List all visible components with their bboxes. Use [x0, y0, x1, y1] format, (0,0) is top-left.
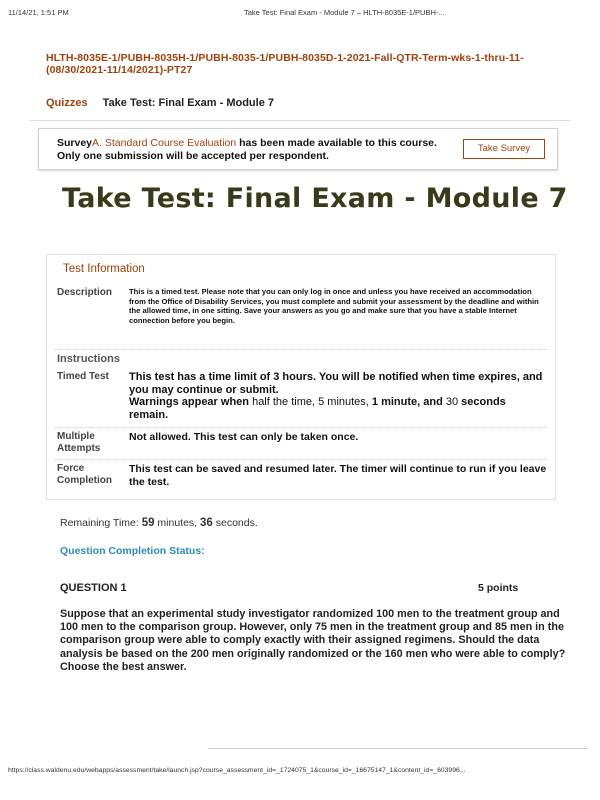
question-label: QUESTION 1	[60, 582, 127, 594]
remaining-seconds: 36	[200, 517, 213, 529]
timed-test-text	[129, 371, 547, 421]
row-divider	[55, 459, 547, 460]
survey-link[interactable]: A. Standard Course Evaluation	[92, 137, 237, 149]
remaining-time	[60, 517, 258, 529]
question-points: 5 points	[478, 582, 519, 594]
timed-warn-e: seconds remain.	[129, 396, 506, 421]
question-text: Suppose that an experimental study investigator randomized 100 men to the treatment group and 100 men to the comparison group. However, only 75 men in the treatment group and 85 men in the comparison group were able to comply exactly with their assigned regimens. Should the data analysis be based on the 200 men originally randomized or the 160 men who were able to comply? Choose the best answer.	[60, 608, 566, 673]
question-completion-status-toggle[interactable]: Question Completion Status:	[60, 545, 205, 557]
multiple-attempts-row	[57, 431, 547, 459]
force-completion-text: This test can be saved and resumed later. The timer will continue to run if you leave the test.	[129, 463, 547, 488]
divider	[208, 748, 588, 749]
multiple-attempts-label: Multiple Attempts	[57, 431, 101, 454]
multiple-attempts-text: Not allowed. This test can only be taken once.	[129, 431, 359, 443]
force-completion-label: Force Completion	[57, 463, 112, 486]
footer-url: https://class.waldenu.edu/webapps/assessment/take/launch.jsp?course_assessment_id=_1724075_1&course_id=_16675147_1&content_id=_603996...	[8, 767, 466, 774]
survey-prefix: Survey	[57, 137, 93, 149]
timed-test-label: Timed Test	[57, 371, 109, 382]
instructions-heading: Instructions	[57, 353, 120, 365]
test-information-heading: Test Information	[63, 263, 145, 275]
print-header	[8, 8, 592, 20]
force-completion-row	[57, 463, 547, 493]
timed-warn-b: half the time, 5 minutes,	[249, 396, 372, 408]
breadcrumb	[46, 97, 274, 109]
divider	[30, 120, 570, 121]
timed-test-limit: This test has a time limit of 3 hours. You will be notified when time expires, and you may continue or submit.	[129, 371, 543, 396]
test-information-panel	[46, 254, 556, 500]
breadcrumb-quizzes-link[interactable]: Quizzes	[46, 97, 88, 109]
description-text: This is a timed test. Please note that you can only log in once and unless you have received an accommodation from the Office of Disability Services, you must complete and submit your assessment by the deadline and within the allowed time, in one sitting. Save your answers as you go and make sure that you have a stable Internet connection before you begin.	[129, 287, 539, 325]
description-label: Description	[57, 287, 113, 298]
survey-notice-text	[57, 137, 447, 162]
row-divider	[55, 349, 547, 350]
survey-suffix: has been made available to this course. Only one submission will be accepted per respondent.	[57, 137, 437, 162]
timed-warn-a: Warnings appear when	[129, 396, 250, 408]
timed-warn-d: 30	[442, 396, 462, 408]
breadcrumb-current: Take Test: Final Exam - Module 7	[102, 97, 274, 109]
row-divider	[55, 427, 547, 428]
take-survey-button[interactable]: Take Survey	[463, 139, 545, 159]
print-page-title: Take Test: Final Exam - Module 7 – HLTH-8035E-1/PUBH-...	[244, 8, 445, 17]
timed-test-row	[57, 371, 547, 427]
description-row	[57, 287, 547, 345]
remaining-minutes-unit: minutes,	[154, 517, 201, 529]
page-title: Take Test: Final Exam - Module 7	[62, 183, 568, 214]
print-datetime: 11/14/21, 1:51 PM	[8, 8, 69, 17]
remaining-seconds-unit: seconds.	[212, 517, 258, 529]
survey-notice	[38, 128, 558, 170]
course-title-link[interactable]: HLTH-8035E-1/PUBH-8035H-1/PUBH-8035-1/PUBH-8035D-1-2021-Fall-QTR-Term-wks-1-thru-11-(08/30/2021-11/14/2021)-PT27	[46, 52, 524, 76]
timed-warn-c: 1 minute, and	[371, 396, 443, 408]
remaining-time-label: Remaining Time:	[60, 517, 142, 529]
remaining-minutes: 59	[141, 517, 155, 529]
